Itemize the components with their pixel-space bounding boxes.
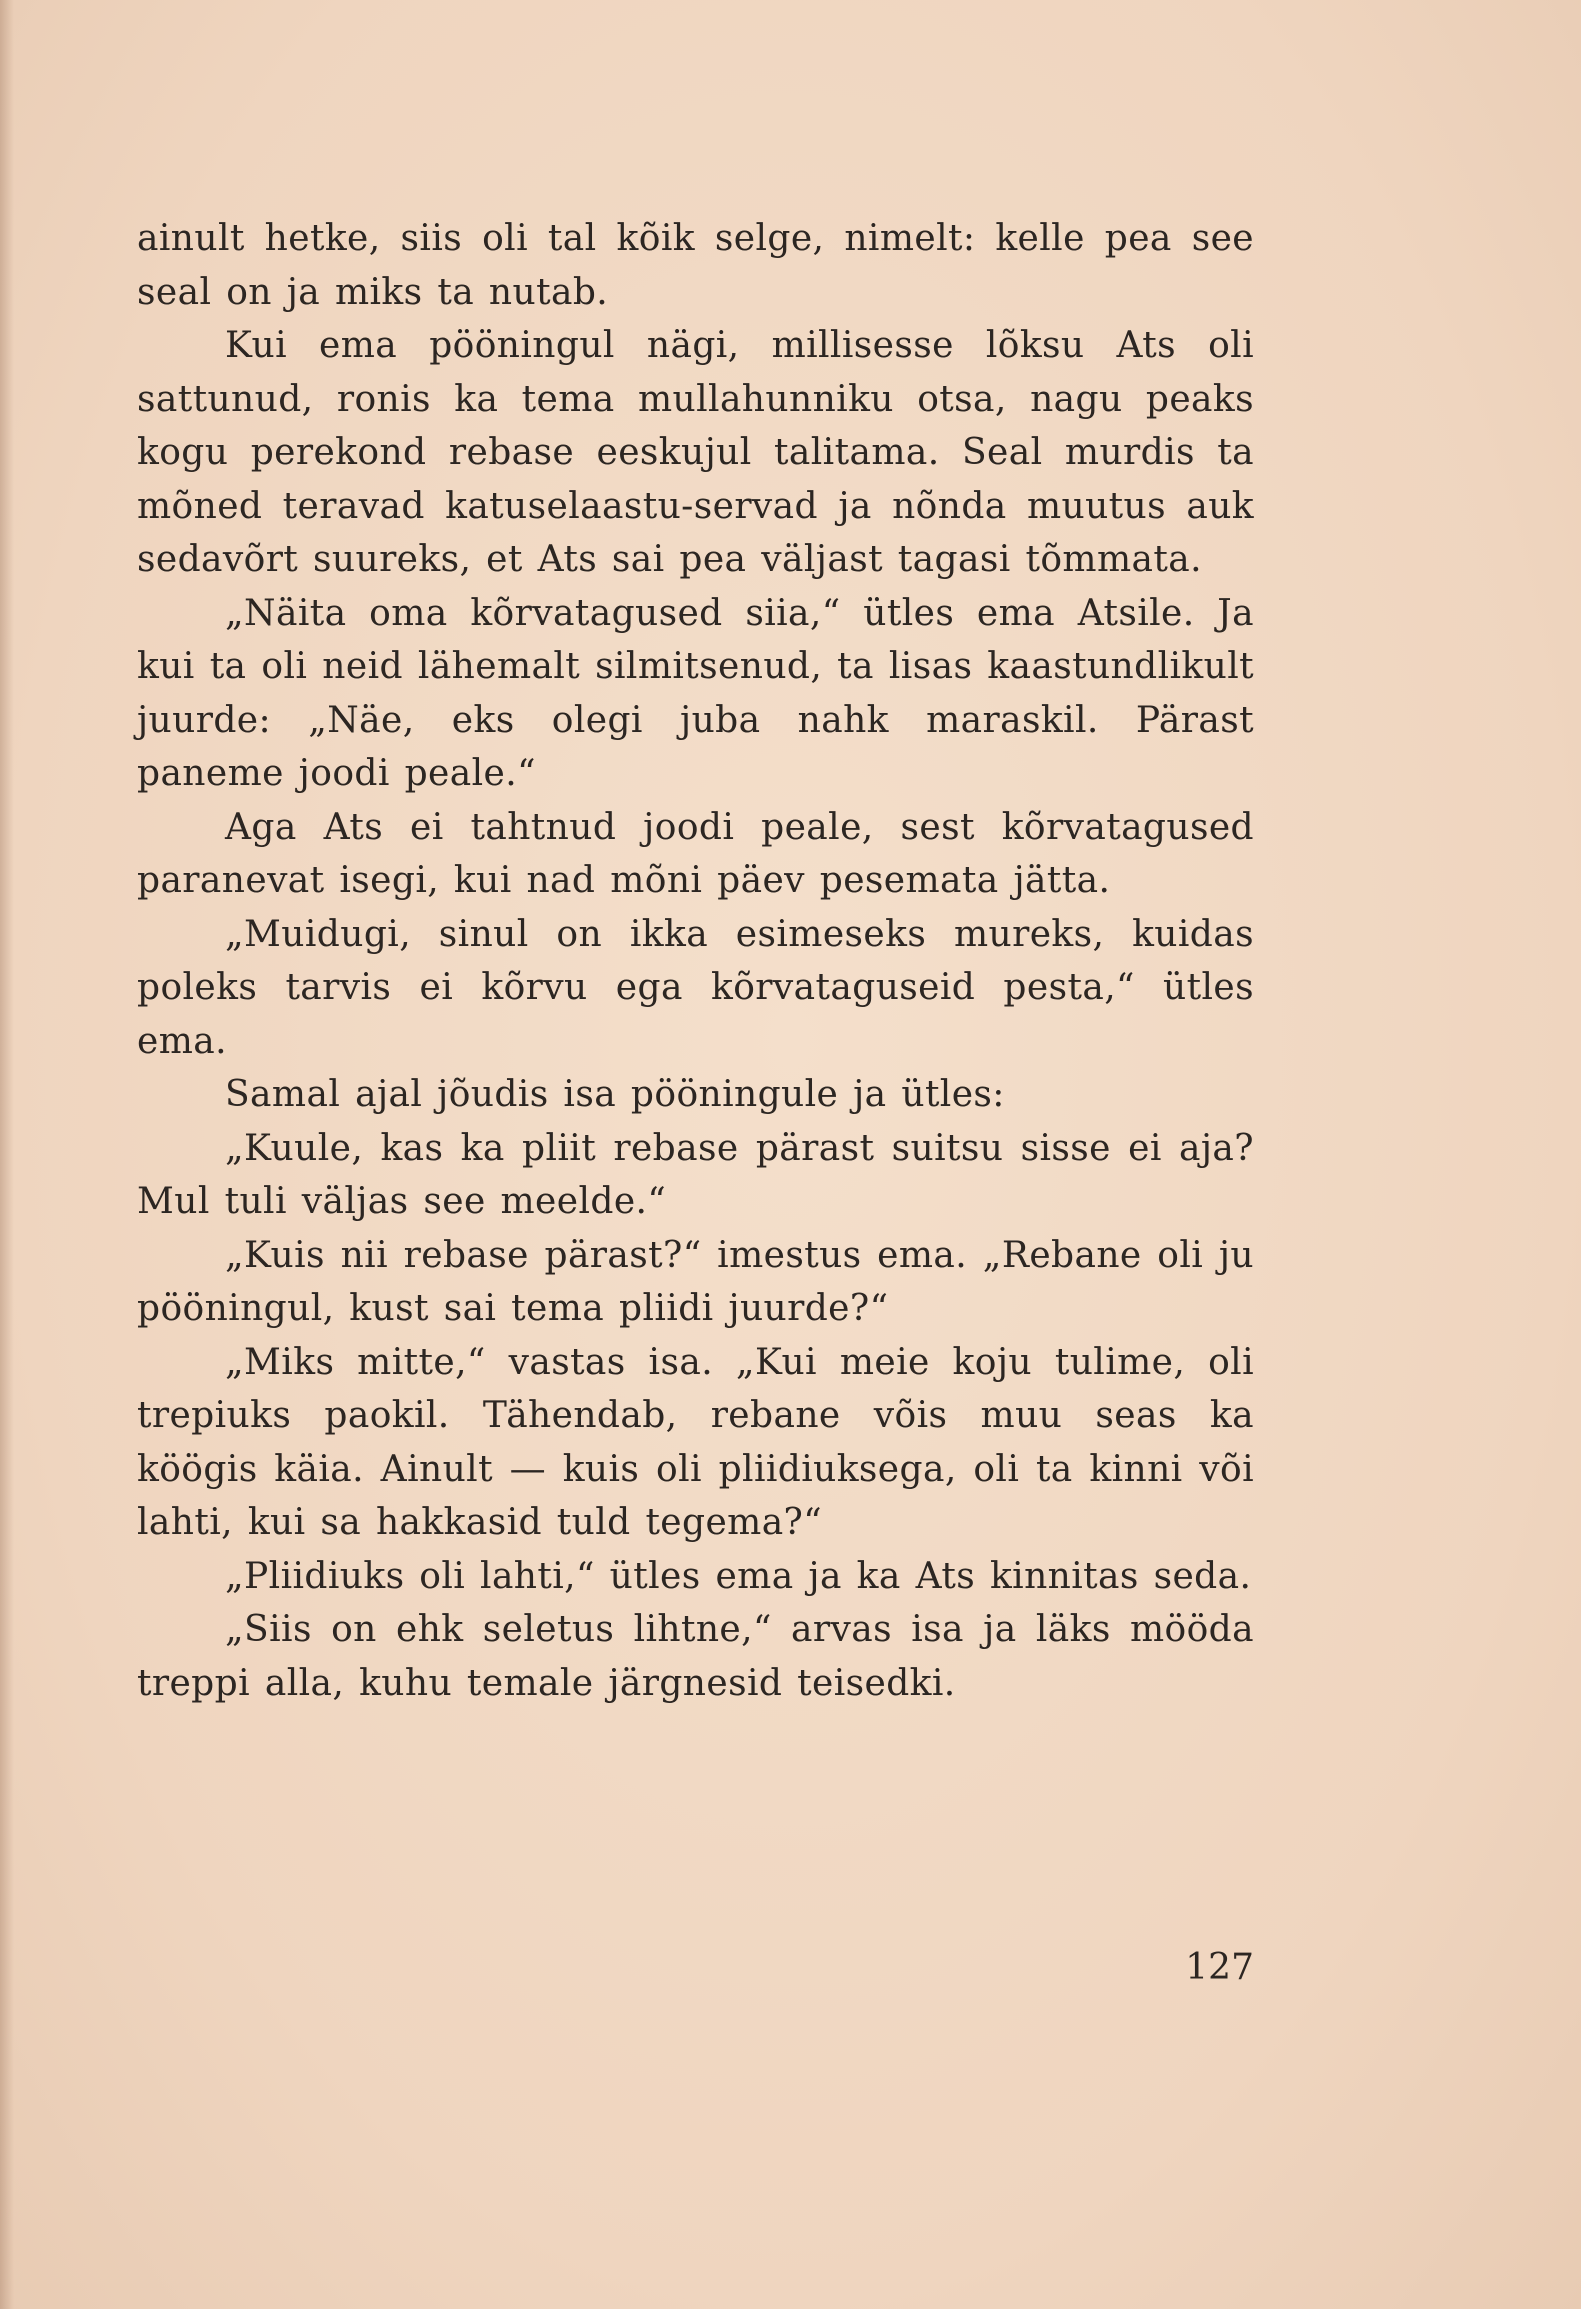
paragraph-2: Kui ema pööningul nägi, millisesse lõksu Ats oli sattunud, ronis ka tema mullahunniku otsa, nagu peaks kogu perekond rebase eeskujul talitama. Seal murdis ta mõned teravad katuselaastu-servad ja nõnda muutus auk sedavõrt suureks, et Ats sai pea väljast tagasi tõmmata. [137,325,1254,580]
paragraph-4: Aga Ats ei tahtnud joodi peale, sest kõrvatagused paranevat isegi, kui nad mõni päev pesemata jätta. [137,806,1254,901]
paragraph-1: ainult hetke, siis oli tal kõik selge, nimelt: kelle pea see seal on ja miks ta nutab. [137,218,1254,313]
page-spine-shadow [0,0,14,2309]
paragraph-6: Samal ajal jõudis isa pööningule ja ütles: [225,1074,1005,1115]
paragraph-8: „Kuis nii rebase pärast?“ imestus ema. „Rebane oli ju pööningul, kust sai tema pliidi juurde?“ [137,1234,1254,1329]
body-text [137,212,1254,1710]
paragraph-3: „Näita oma kõrvatagused siia,“ ütles ema Atsile. Ja kui ta oli neid lähemalt silmitsenud, ta lisas kaastundlikult juurde: „Näe, eks olegi juba nahk maraskil. Pärast paneme joodi peale.“ [137,592,1254,794]
paragraph-11: „Siis on ehk seletus lihtne,“ arvas isa ja läks mööda treppi alla, kuhu temale järgnesid teisedki. [137,1609,1254,1704]
paragraph-9: „Miks mitte,“ vastas isa. „Kui meie koju tulime, oli trepiuks paokil. Tähendab, rebane võis muu seas ka köögis käia. Ainult — kuis oli pliidiuksega, oli ta kinni või lahti, kui sa hakkasid tuld tegema?“ [137,1341,1254,1543]
page-number: 127 [1185,1947,1254,1988]
paragraph-7: „Kuule, kas ka pliit rebase pärast suitsu sisse ei aja? Mul tuli väljas see meelde.“ [137,1127,1254,1222]
paragraph-10: „Pliidiuks oli lahti,“ ütles ema ja ka Ats kinnitas seda. [225,1555,1252,1597]
paragraph-5: „Muidugi, sinul on ikka esimeseks mureks, kuidas poleks tarvis ei kõrvu ega kõrvataguseid pesta,“ ütles ema. [137,913,1254,1062]
